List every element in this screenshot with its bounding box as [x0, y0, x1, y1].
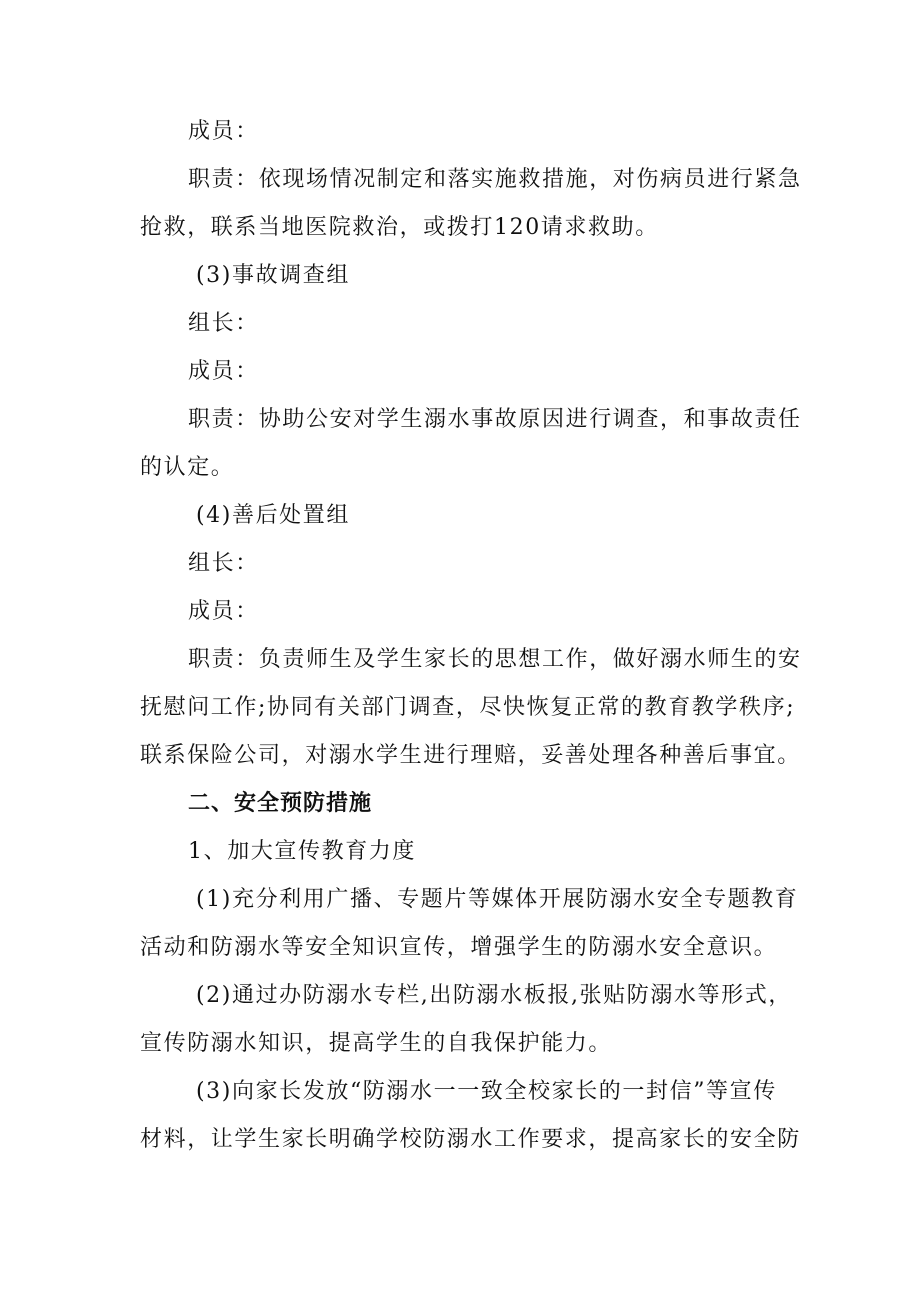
duty-text-3-line-1: 职责：协助公安对学生溺水事故原因进行调查，和事故责任 — [188, 407, 802, 432]
member-label-3: 成员： — [188, 359, 259, 384]
paragraph-3-line-2: 材料，让学生家长明确学校防溺水工作要求，提高家长的安全防 — [140, 1127, 801, 1152]
subsection-heading-3: (3)事故调查组 — [196, 263, 350, 288]
paragraph-2-line-1: (2)通过办防溺水专栏,出防溺水板报,张贴防溺水等形式， — [196, 983, 792, 1008]
duty-text-2-line-1: 职责：依现场情况制定和落实施救措施，对伤病员进行紧急 — [188, 167, 802, 192]
member-label-2: 成员： — [188, 119, 259, 144]
subsection-heading-4: (4)善后处置组 — [196, 503, 350, 528]
item-heading-1: 1、加大宣传教育力度 — [188, 839, 416, 864]
member-label-4: 成员： — [188, 599, 259, 624]
duty-text-2-line-2: 抢救，联系当地医院救治，或拨打120请求救助。 — [140, 215, 659, 240]
paragraph-2-line-2: 宣传防溺水知识，提高学生的自我保护能力。 — [140, 1031, 613, 1056]
section-heading-2: 二、安全预防措施 — [188, 791, 373, 816]
duty-text-3-line-2: 的认定。 — [140, 455, 235, 480]
paragraph-1-line-1: (1)充分利用广播、专题片等媒体开展防溺水安全专题教育 — [196, 887, 799, 912]
duty-text-4-line-2: 抚慰问工作;协同有关部门调查，尽快恢复正常的教育教学秩序; — [140, 695, 796, 720]
leader-label-4: 组长： — [188, 551, 259, 576]
paragraph-1-line-2: 活动和防溺水等安全知识宣传，增强学生的防溺水安全意识。 — [140, 935, 778, 960]
paragraph-3-line-1: (3)向家长发放“防溺水一一致全校家长的一封信”等宣传 — [196, 1079, 777, 1104]
duty-text-4-line-1: 职责：负责师生及学生家长的思想工作，做好溺水师生的安 — [188, 647, 802, 672]
duty-text-4-line-3: 联系保险公司，对溺水学生进行理赔，妥善处理各种善后事宜。 — [140, 743, 801, 768]
leader-label-3: 组长： — [188, 311, 259, 336]
